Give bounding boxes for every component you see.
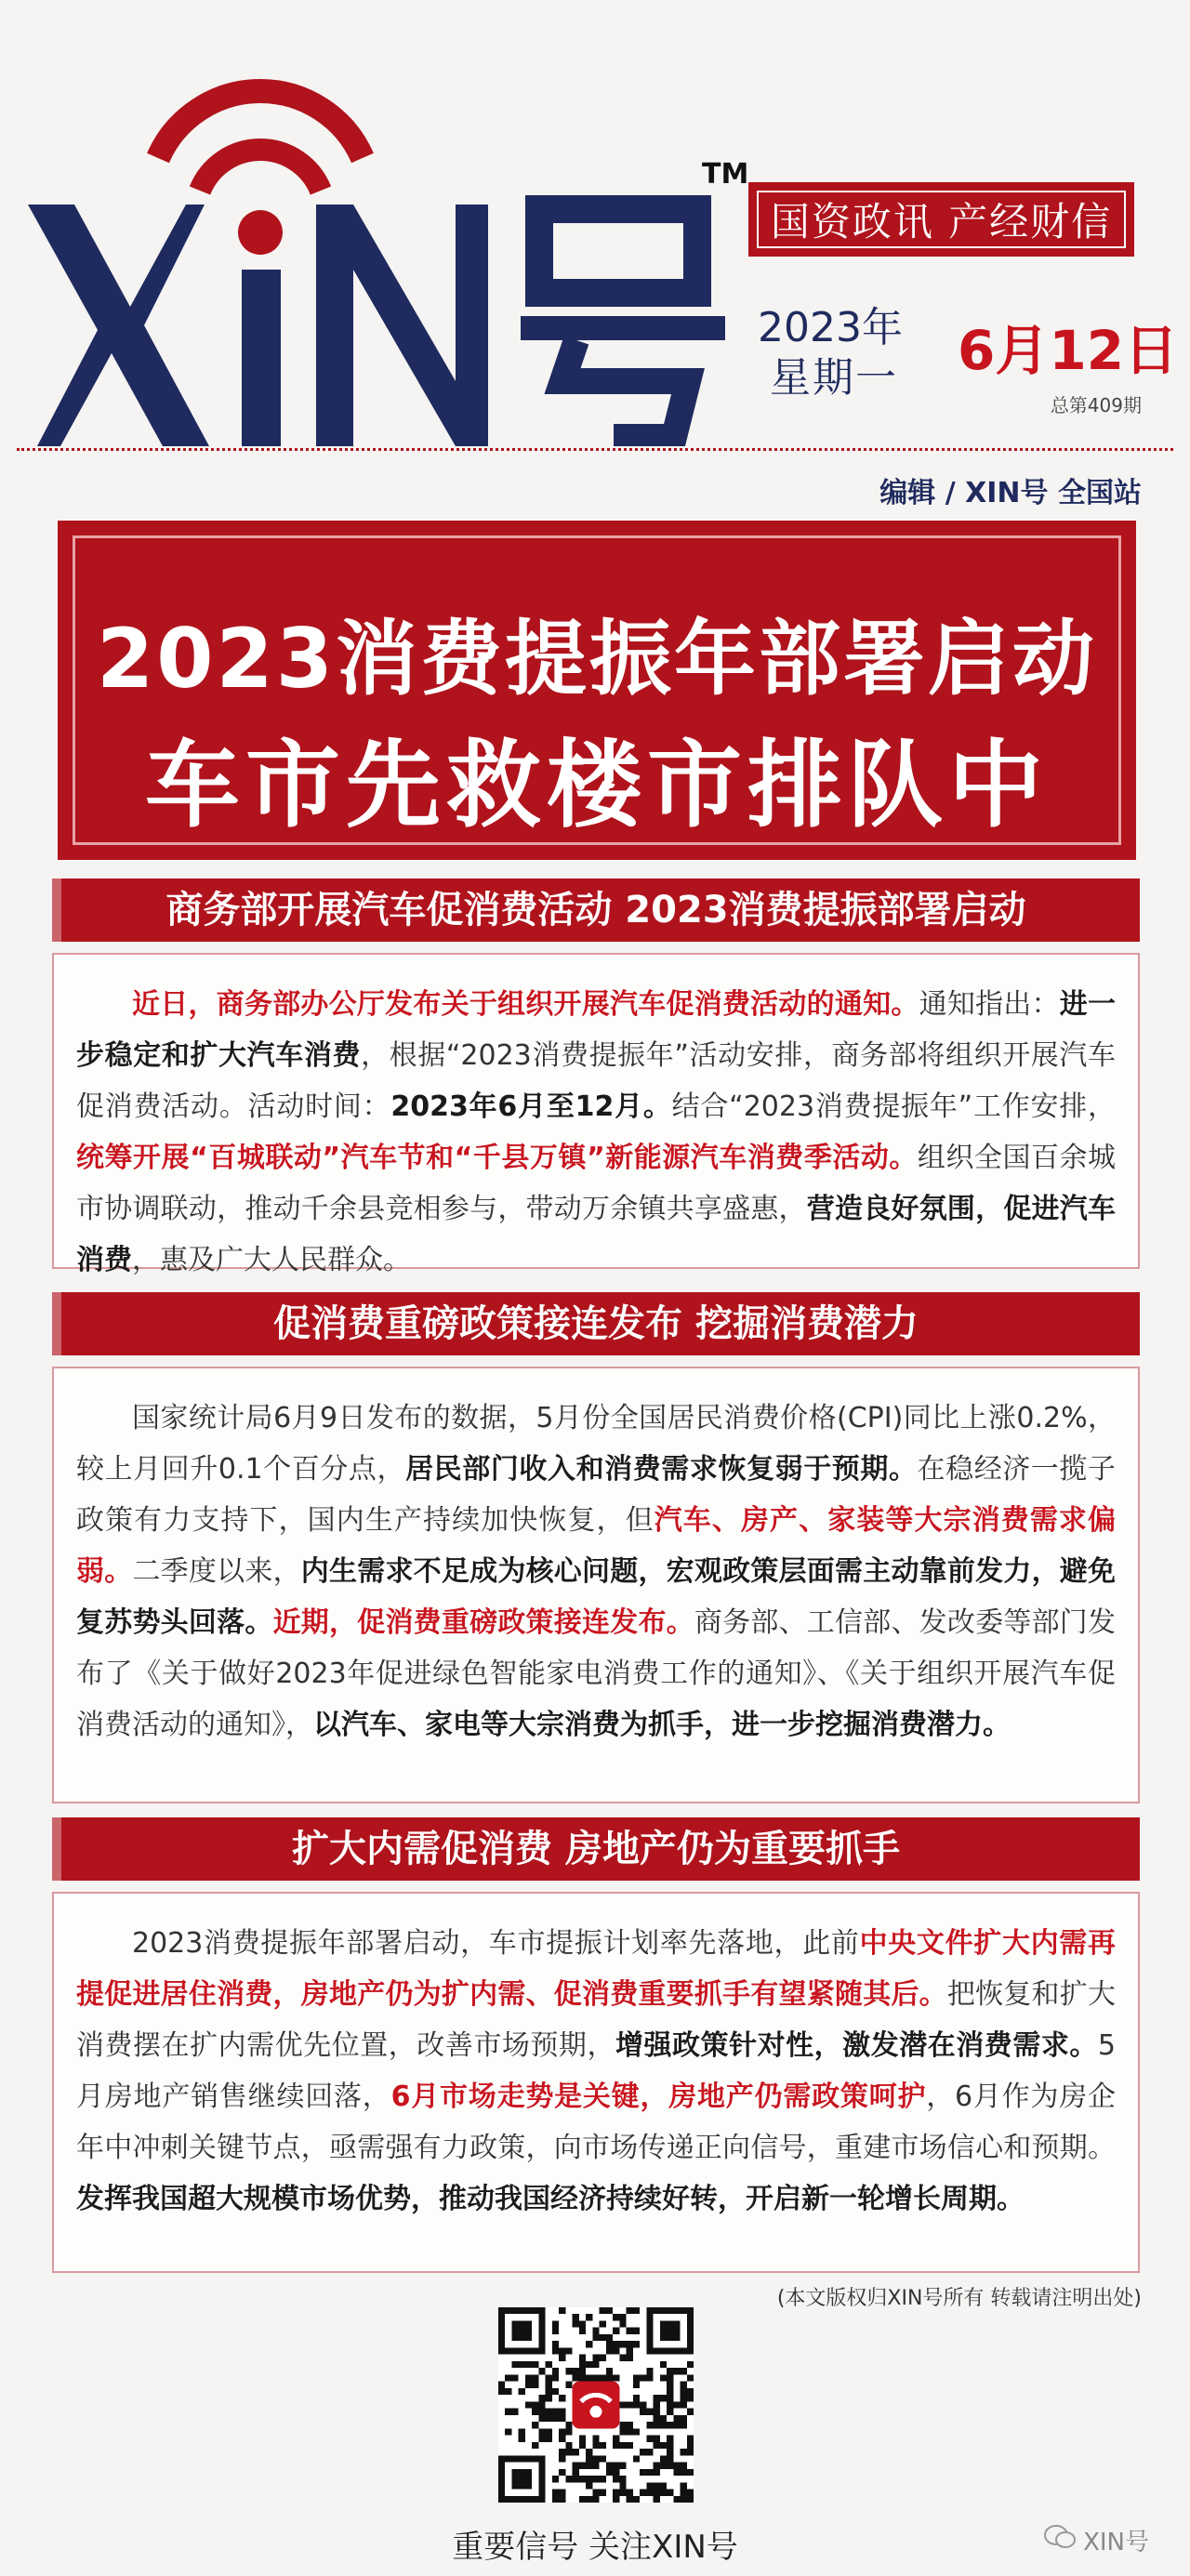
issue-number: 总第409期 (1050, 394, 1142, 416)
text-segment: 结合“2023消费提振年”工作安排， (671, 1090, 1116, 1123)
headline-line-1: 2023消费提振年部署启动 (97, 611, 1097, 707)
text-segment: 进一步稳定和扩大汽车消费 (76, 988, 1117, 1072)
text-segment: 增强政策针对性，激发潜在消费需求。 (615, 2029, 1098, 2062)
text-segment: 二季度以来， (132, 1555, 301, 1588)
qr-code (498, 2307, 694, 2503)
text-segment: 居民部门收入和消费需求恢复弱于预期。 (405, 1453, 918, 1486)
date-weekday: 星期一 (770, 354, 898, 402)
section-paragraph-3 (76, 1918, 1116, 2225)
headline-line-2: 车市先救楼市排队中 (145, 731, 1049, 841)
text-segment: 统筹开展“百城联动”汽车节和“千县万镇”新能源汽车消费季活动。 (76, 1142, 918, 1174)
section-paragraph-1 (76, 979, 1116, 1286)
wechat-watermark (1044, 2523, 1149, 2557)
text-segment: 汽车、房产、家装等大宗消费需求偏弱。 (76, 1504, 1117, 1588)
section-title-1: 商务部开展汽车促消费活动 2023消费提振部署启动 (52, 878, 1140, 942)
text-segment: 近日，商务部办公厅发布关于组织开展汽车促消费活动的通知。 (132, 988, 919, 1021)
date-year: 2023年 (758, 304, 903, 351)
section-title-2: 促消费重磅政策接连发布 挖掘消费潜力 (52, 1292, 1140, 1355)
text-segment: 6月市场走势是关键，房地产仍需政策呵护 (390, 2081, 927, 2113)
masthead (0, 0, 1190, 437)
text-segment: 商务部、工信部、发改委等部门发布了《关于做好2023年促进绿色智能家电消费工作的通知》、《关于组织开展汽车促消费活动的通知》， (76, 1606, 1117, 1741)
text-segment: 2023消费提振年部署启动，车市提振计划率先落地，此前 (132, 1927, 860, 1960)
text-segment: 营造良好氛围，促进汽车消费 (76, 1193, 1117, 1276)
text-segment: 以汽车、家电等大宗消费为抓手，进一步挖掘消费潜力。 (313, 1709, 1011, 1741)
text-segment: 组织全国百余城市协调联动，推动千余县竞相参与，带动万余镇共享盛惠， (76, 1142, 1116, 1225)
section-paragraph-2 (76, 1393, 1116, 1750)
section-title-3: 扩大内需促消费 房地产仍为重要抓手 (52, 1817, 1140, 1881)
headline-inner-frame (73, 535, 1121, 845)
text-segment: 中央文件扩大内需再提促进居住消费，房地产仍为扩内需、促消费重要抓手有望紧随其后。 (76, 1927, 1116, 2011)
text-segment: 内生需求不足成为核心问题，宏观政策层面需主动靠前发力，避免复苏势头回落。 (76, 1555, 1117, 1639)
qr-caption: 重要信号 关注XIN号 (452, 2529, 738, 2566)
text-segment: 通知指出： (919, 988, 1060, 1021)
slogan-box (748, 182, 1134, 257)
dotted-divider (17, 448, 1173, 451)
wechat-icon (1044, 2524, 1076, 2556)
text-segment: ，6月作为房企年中冲刺关键节点，亟需强有力政策，向市场传递正向信号，重建市场信心和预期。 (76, 2081, 1117, 2164)
wechat-account-name: XIN号 (1083, 2529, 1149, 2556)
text-segment: 国家统计局6月9日发布的数据，5月份全国居民消费价格(CPI)同比上涨0.2%，较上月回升0.1个百分点， (76, 1402, 1116, 1486)
text-segment: 发挥我国超大规模市场优势，推动我国经济持续好转，开启新一轮增长周期。 (76, 2183, 1025, 2215)
editor-credit: 编辑 / XIN号 全国站 (879, 477, 1142, 509)
slogan-text: 国资政讯 产经财信 (757, 191, 1126, 248)
text-segment: 5月房地产销售继续回落， (76, 2029, 1117, 2113)
section-body-1 (52, 953, 1140, 1276)
copyright-note: (本文版权归XIN号所有 转载请注明出处) (776, 2287, 1142, 2310)
text-segment: ，根据“2023消费提振年”活动安排，商务部将组织开展汽车促消费活动。活动时间： (76, 1039, 1117, 1123)
text-segment: 近期，促消费重磅政策接连发布。 (272, 1606, 694, 1639)
text-segment: 在稳经济一揽子政策有力支持下，国内生产持续加快恢复，但 (76, 1453, 1117, 1537)
section-body-2 (52, 1367, 1140, 1803)
headline-banner (58, 521, 1136, 860)
date-day: 6月12日 (958, 319, 1179, 382)
xin-logo (19, 56, 744, 446)
text-segment: ，惠及广大人民群众。 (132, 1244, 411, 1276)
text-segment: 2023年6月至12月。 (390, 1090, 672, 1123)
text-segment: 把恢复和扩大消费摆在扩内需优先位置，改善市场预期， (76, 1978, 1117, 2062)
trademark-mark: TM (702, 158, 749, 191)
section-body-3 (52, 1892, 1140, 2273)
